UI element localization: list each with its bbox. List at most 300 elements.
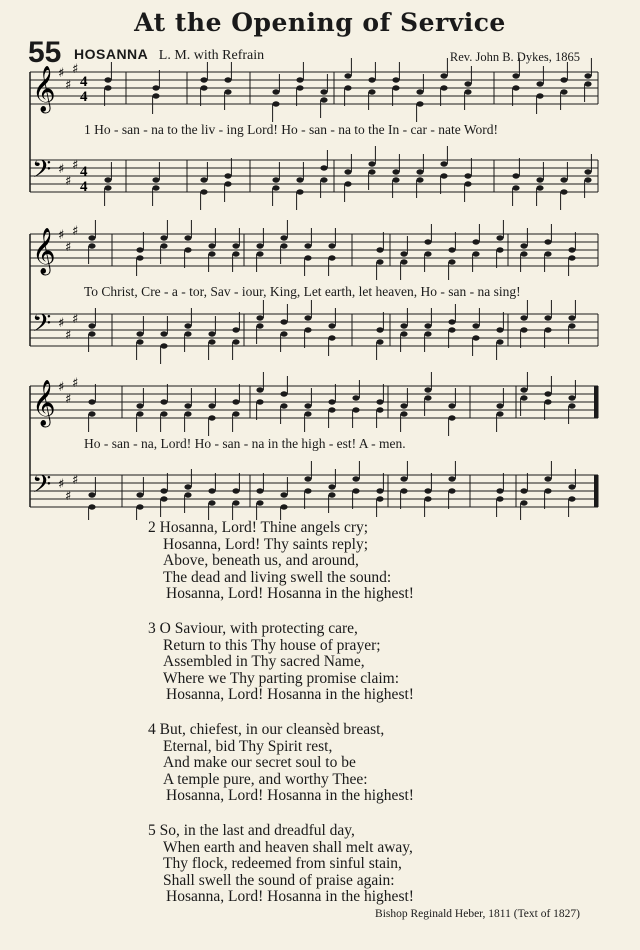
note-head (232, 327, 239, 332)
note-head (400, 323, 407, 328)
note-head (208, 251, 215, 256)
verse-text: Hosanna, Lord! Hosanna in the highest! (166, 585, 414, 603)
note-head (208, 243, 215, 248)
hymn-number: 55 (28, 36, 62, 69)
note-head (584, 81, 591, 86)
note-head (208, 500, 215, 505)
note-head (232, 488, 239, 493)
note-head (160, 411, 167, 416)
verse-text: Thy flock, redeemed from sinful stain, (163, 855, 402, 873)
note-head (232, 411, 239, 416)
verse-line (148, 755, 414, 772)
sharp-icon: ♯ (65, 392, 72, 407)
note-head (472, 335, 479, 340)
note-head (344, 73, 351, 78)
note-head (280, 403, 287, 408)
note-head (352, 395, 359, 400)
note-head (152, 177, 159, 182)
note-head (104, 85, 111, 90)
note-head (392, 177, 399, 182)
note-head (496, 403, 503, 408)
note-head (464, 81, 471, 86)
note-head (272, 185, 279, 190)
verse-text: Shall swell the sound of praise again: (163, 871, 395, 889)
note-head (184, 323, 191, 328)
note-head (280, 243, 287, 248)
note-head (352, 476, 359, 481)
note-head (392, 85, 399, 90)
note-head (136, 339, 143, 344)
note-head (328, 255, 335, 260)
verse-text: When earth and heaven shall melt away, (163, 838, 413, 856)
sharp-icon: ♯ (58, 380, 65, 395)
note-head (544, 399, 551, 404)
clefs (32, 62, 78, 505)
note-head (496, 247, 503, 252)
note-head (448, 247, 455, 252)
note-head (304, 315, 311, 320)
note-head (544, 476, 551, 481)
note-head (304, 327, 311, 332)
note-head (400, 411, 407, 416)
note-head (184, 235, 191, 240)
note-head (520, 315, 527, 320)
note-head (160, 243, 167, 248)
verse-number: 2 (148, 519, 156, 536)
note-head (560, 89, 567, 94)
sharp-icon: ♯ (65, 78, 72, 93)
verse-line (148, 520, 414, 537)
note-head (328, 243, 335, 248)
note-head (568, 496, 575, 501)
note-head (152, 185, 159, 190)
note-head (280, 391, 287, 396)
note-head (512, 73, 519, 78)
note-head (512, 173, 519, 178)
verse-text: Above, beneath us, and around, (163, 552, 359, 570)
note-head (400, 403, 407, 408)
verse-text: A temple pure, and worthy Thee: (163, 770, 368, 788)
lyrics-line-1: 1 Ho - san - na to the liv - ing Lord! Ho - san - na to the In - car - nate Word! (84, 122, 499, 137)
note-head (304, 403, 311, 408)
final-barline (594, 475, 598, 507)
note-head (160, 235, 167, 240)
note-head (376, 247, 383, 252)
sharp-icon: ♯ (58, 162, 65, 177)
note-head (448, 319, 455, 324)
note-head (88, 504, 95, 509)
note-head (368, 89, 375, 94)
note-head (280, 492, 287, 497)
section-title: At the Opening of Service (134, 8, 506, 37)
note-head (584, 73, 591, 78)
note-head (224, 77, 231, 82)
note-head (584, 169, 591, 174)
note-head (520, 387, 527, 392)
note-head (520, 500, 527, 505)
note-head (304, 411, 311, 416)
verse-text: And make our secret soul to be (163, 754, 356, 772)
note-head (232, 251, 239, 256)
note-head (400, 251, 407, 256)
note-head (88, 492, 95, 497)
composer: Rev. John B. Dykes, 1865 (449, 50, 580, 64)
note-head (568, 403, 575, 408)
sharp-icon: ♯ (72, 62, 79, 77)
verse-line (148, 889, 414, 906)
verse-line (148, 570, 414, 587)
note-head (536, 185, 543, 190)
verse-line (148, 687, 414, 704)
bass-clef: 𝄢 (32, 470, 52, 505)
note-head (376, 327, 383, 332)
note-head (184, 247, 191, 252)
note-head (304, 255, 311, 260)
note-head (88, 399, 95, 404)
note-head (424, 323, 431, 328)
verse-text: Hosanna, Lord! Thy saints reply; (163, 535, 369, 553)
note-head (160, 399, 167, 404)
note-head (416, 89, 423, 94)
note-head (400, 476, 407, 481)
note-head (160, 488, 167, 493)
time-sig-top-bass: 4 (80, 164, 88, 180)
note-head (344, 181, 351, 186)
note-head (392, 169, 399, 174)
note-head (424, 496, 431, 501)
note-head (232, 399, 239, 404)
note-head (520, 327, 527, 332)
note-head (232, 243, 239, 248)
note-head (136, 255, 143, 260)
note-head (184, 403, 191, 408)
sharp-icon: ♯ (58, 477, 65, 492)
verse-5 (148, 823, 414, 906)
note-head (184, 411, 191, 416)
note-head (496, 339, 503, 344)
sharp-icon: ♯ (65, 328, 72, 343)
note-head (512, 85, 519, 90)
treble-clef: 𝄞 (32, 66, 56, 112)
note-head (280, 331, 287, 336)
note-head (88, 243, 95, 248)
note-head (496, 411, 503, 416)
note-head (160, 331, 167, 336)
bass-clef: 𝄢 (32, 155, 52, 190)
note-head (200, 77, 207, 82)
note-head (320, 165, 327, 170)
note-head (544, 327, 551, 332)
verse-number: 5 (148, 821, 156, 839)
verse-line (148, 772, 414, 789)
tune-name: HOSANNA (74, 46, 149, 62)
note-head (304, 243, 311, 248)
lyrics-line-2: To Christ, Cre - a - tor, Sav - iour, King, Let earth, let heaven, Ho - san - na sing! (84, 284, 521, 299)
verse-text: Eternal, bid Thy Spirit rest, (163, 737, 333, 755)
note-head (448, 476, 455, 481)
verse-number: 4 (148, 720, 156, 738)
note-head (296, 189, 303, 194)
verse-text: So, in the last and dreadful day, (159, 821, 355, 839)
note-head (544, 391, 551, 396)
note-head (520, 251, 527, 256)
note-head (352, 488, 359, 493)
note-head (328, 399, 335, 404)
note-head (136, 247, 143, 252)
verse-line (148, 856, 414, 873)
note-head (472, 239, 479, 244)
note-head (88, 331, 95, 336)
note-head (184, 331, 191, 336)
note-head (280, 504, 287, 509)
verse-line (148, 823, 414, 840)
note-head (424, 387, 431, 392)
note-head (136, 411, 143, 416)
note-head (304, 476, 311, 481)
treble-clef: 𝄞 (32, 380, 56, 426)
note-head (496, 496, 503, 501)
sharp-icon: ♯ (72, 312, 79, 327)
verse-2 (148, 520, 414, 603)
note-head (520, 395, 527, 400)
note-head (256, 387, 263, 392)
note-head (280, 235, 287, 240)
verse-text: Hosanna, Lord! Hosanna in the highest! (166, 787, 414, 805)
note-head (496, 235, 503, 240)
final-barline (594, 386, 598, 418)
note-head (368, 161, 375, 166)
note-head (424, 488, 431, 493)
time-sig-bottom-bass: 4 (80, 179, 88, 195)
note-head (536, 177, 543, 182)
note-head (272, 89, 279, 94)
note-head (256, 399, 263, 404)
note-head (208, 488, 215, 493)
note-head (440, 173, 447, 178)
note-head (136, 504, 143, 509)
meter: L. M. with Refrain (158, 48, 265, 63)
note-head (440, 73, 447, 78)
note-head (568, 315, 575, 320)
note-head (104, 177, 111, 182)
note-head (448, 327, 455, 332)
note-head (568, 484, 575, 489)
treble-clef: 𝄞 (32, 228, 56, 274)
sharp-icon: ♯ (65, 174, 72, 189)
note-head (208, 331, 215, 336)
note-head (328, 484, 335, 489)
note-head (392, 77, 399, 82)
note-head (320, 89, 327, 94)
verse-line (148, 638, 414, 655)
note-head (544, 315, 551, 320)
note-head (536, 81, 543, 86)
note-head (328, 335, 335, 340)
note-head (320, 97, 327, 102)
note-head (512, 185, 519, 190)
verse-text: Hosanna, Lord! Hosanna in the highest! (166, 686, 414, 704)
note-head (296, 177, 303, 182)
sharp-icon: ♯ (58, 316, 65, 331)
time-sig-top-treble: 4 (80, 74, 88, 90)
verse-line (148, 840, 414, 857)
note-head (224, 89, 231, 94)
note-head (256, 323, 263, 328)
note-head (376, 407, 383, 412)
note-head (560, 189, 567, 194)
note-head (256, 488, 263, 493)
note-head (200, 85, 207, 90)
note-head (400, 331, 407, 336)
note-head (424, 395, 431, 400)
note-head (256, 500, 263, 505)
note-head (208, 415, 215, 420)
note-head (104, 185, 111, 190)
note-head (496, 327, 503, 332)
note-head (376, 496, 383, 501)
note-head (88, 235, 95, 240)
note-head (344, 169, 351, 174)
note-head (536, 93, 543, 98)
note-head (424, 251, 431, 256)
note-head (304, 488, 311, 493)
note-head (472, 251, 479, 256)
note-head (520, 243, 527, 248)
note-head (560, 177, 567, 182)
verse-line (148, 654, 414, 671)
verse-3 (148, 621, 414, 704)
verse-line (148, 873, 414, 890)
note-head (400, 259, 407, 264)
verse-text: But, chiefest, in our cleansèd breast, (159, 720, 385, 738)
sharp-icon: ♯ (58, 66, 65, 81)
note-head (472, 323, 479, 328)
note-head (224, 173, 231, 178)
note-head (272, 177, 279, 182)
note-head (416, 177, 423, 182)
note-head (328, 323, 335, 328)
note-head (88, 411, 95, 416)
note-head (424, 331, 431, 336)
note-head (520, 488, 527, 493)
verse-text: Where we Thy parting promise claim: (163, 669, 400, 687)
verse-line (148, 553, 414, 570)
note-head (464, 181, 471, 186)
lyrics-line-3: Ho - san - na, Lord! Ho - san - na in the high - est! A - men. (84, 436, 406, 451)
note-head (184, 492, 191, 497)
note-head (464, 173, 471, 178)
note-head (200, 189, 207, 194)
verse-line (148, 621, 414, 638)
note-head (440, 161, 447, 166)
note-head (448, 403, 455, 408)
note-head (376, 488, 383, 493)
text-attribution: Bishop Reginald Heber, 1811 (Text of 1827) (375, 908, 580, 920)
note-head (328, 407, 335, 412)
note-head (208, 339, 215, 344)
note-head (544, 251, 551, 256)
note-head (152, 85, 159, 90)
note-head (544, 488, 551, 493)
bass-clef: 𝄢 (32, 309, 52, 344)
note-head (568, 247, 575, 252)
sharp-icon: ♯ (72, 158, 79, 173)
time-sig-bottom-treble: 4 (80, 89, 88, 105)
note-head (104, 77, 111, 82)
note-head (136, 403, 143, 408)
verse-text: O Saviour, with protecting care, (159, 619, 358, 637)
verse-line (148, 722, 414, 739)
note-head (256, 315, 263, 320)
note-head (136, 492, 143, 497)
note-head (568, 395, 575, 400)
note-head (568, 323, 575, 328)
verse-text: Hosanna, Lord! Thine angels cry; (159, 519, 369, 536)
note-head (208, 403, 215, 408)
sharp-icon: ♯ (65, 240, 72, 255)
note-head (160, 496, 167, 501)
note-head (184, 484, 191, 489)
note-head (328, 492, 335, 497)
note-head (200, 177, 207, 182)
note-head (376, 339, 383, 344)
verse-line (148, 739, 414, 756)
note-head (344, 85, 351, 90)
note-head (376, 259, 383, 264)
note-head (368, 77, 375, 82)
note-head (376, 399, 383, 404)
note-head (368, 169, 375, 174)
note-head (232, 500, 239, 505)
note-head (136, 331, 143, 336)
note-head (88, 323, 95, 328)
note-head (160, 343, 167, 348)
verse-line (148, 671, 414, 688)
verse-4 (148, 722, 414, 805)
verse-number: 3 (148, 619, 156, 637)
note-head (496, 488, 503, 493)
note-head (320, 177, 327, 182)
note-head (440, 85, 447, 90)
note-head (568, 255, 575, 260)
note-head (152, 93, 159, 98)
note-head (296, 85, 303, 90)
sharp-icon: ♯ (72, 473, 79, 488)
verse-text: The dead and living swell the sound: (163, 568, 392, 586)
note-head (272, 101, 279, 106)
note-head (448, 415, 455, 420)
sharp-icon: ♯ (72, 376, 79, 391)
note-head (280, 319, 287, 324)
verse-line (148, 586, 414, 603)
note-head (416, 101, 423, 106)
sharp-icon: ♯ (58, 228, 65, 243)
note-head (416, 169, 423, 174)
note-head (424, 239, 431, 244)
note-head (584, 177, 591, 182)
verse-line (148, 788, 414, 805)
verses (148, 520, 414, 924)
note-head (400, 488, 407, 493)
note-head (352, 407, 359, 412)
verse-text: Assembled in Thy sacred Name, (163, 653, 365, 671)
note-head (256, 251, 263, 256)
note-head (544, 239, 551, 244)
verse-line (148, 537, 414, 554)
note-head (224, 181, 231, 186)
verse-text: Return to this Thy house of prayer; (163, 636, 381, 654)
note-head (464, 89, 471, 94)
